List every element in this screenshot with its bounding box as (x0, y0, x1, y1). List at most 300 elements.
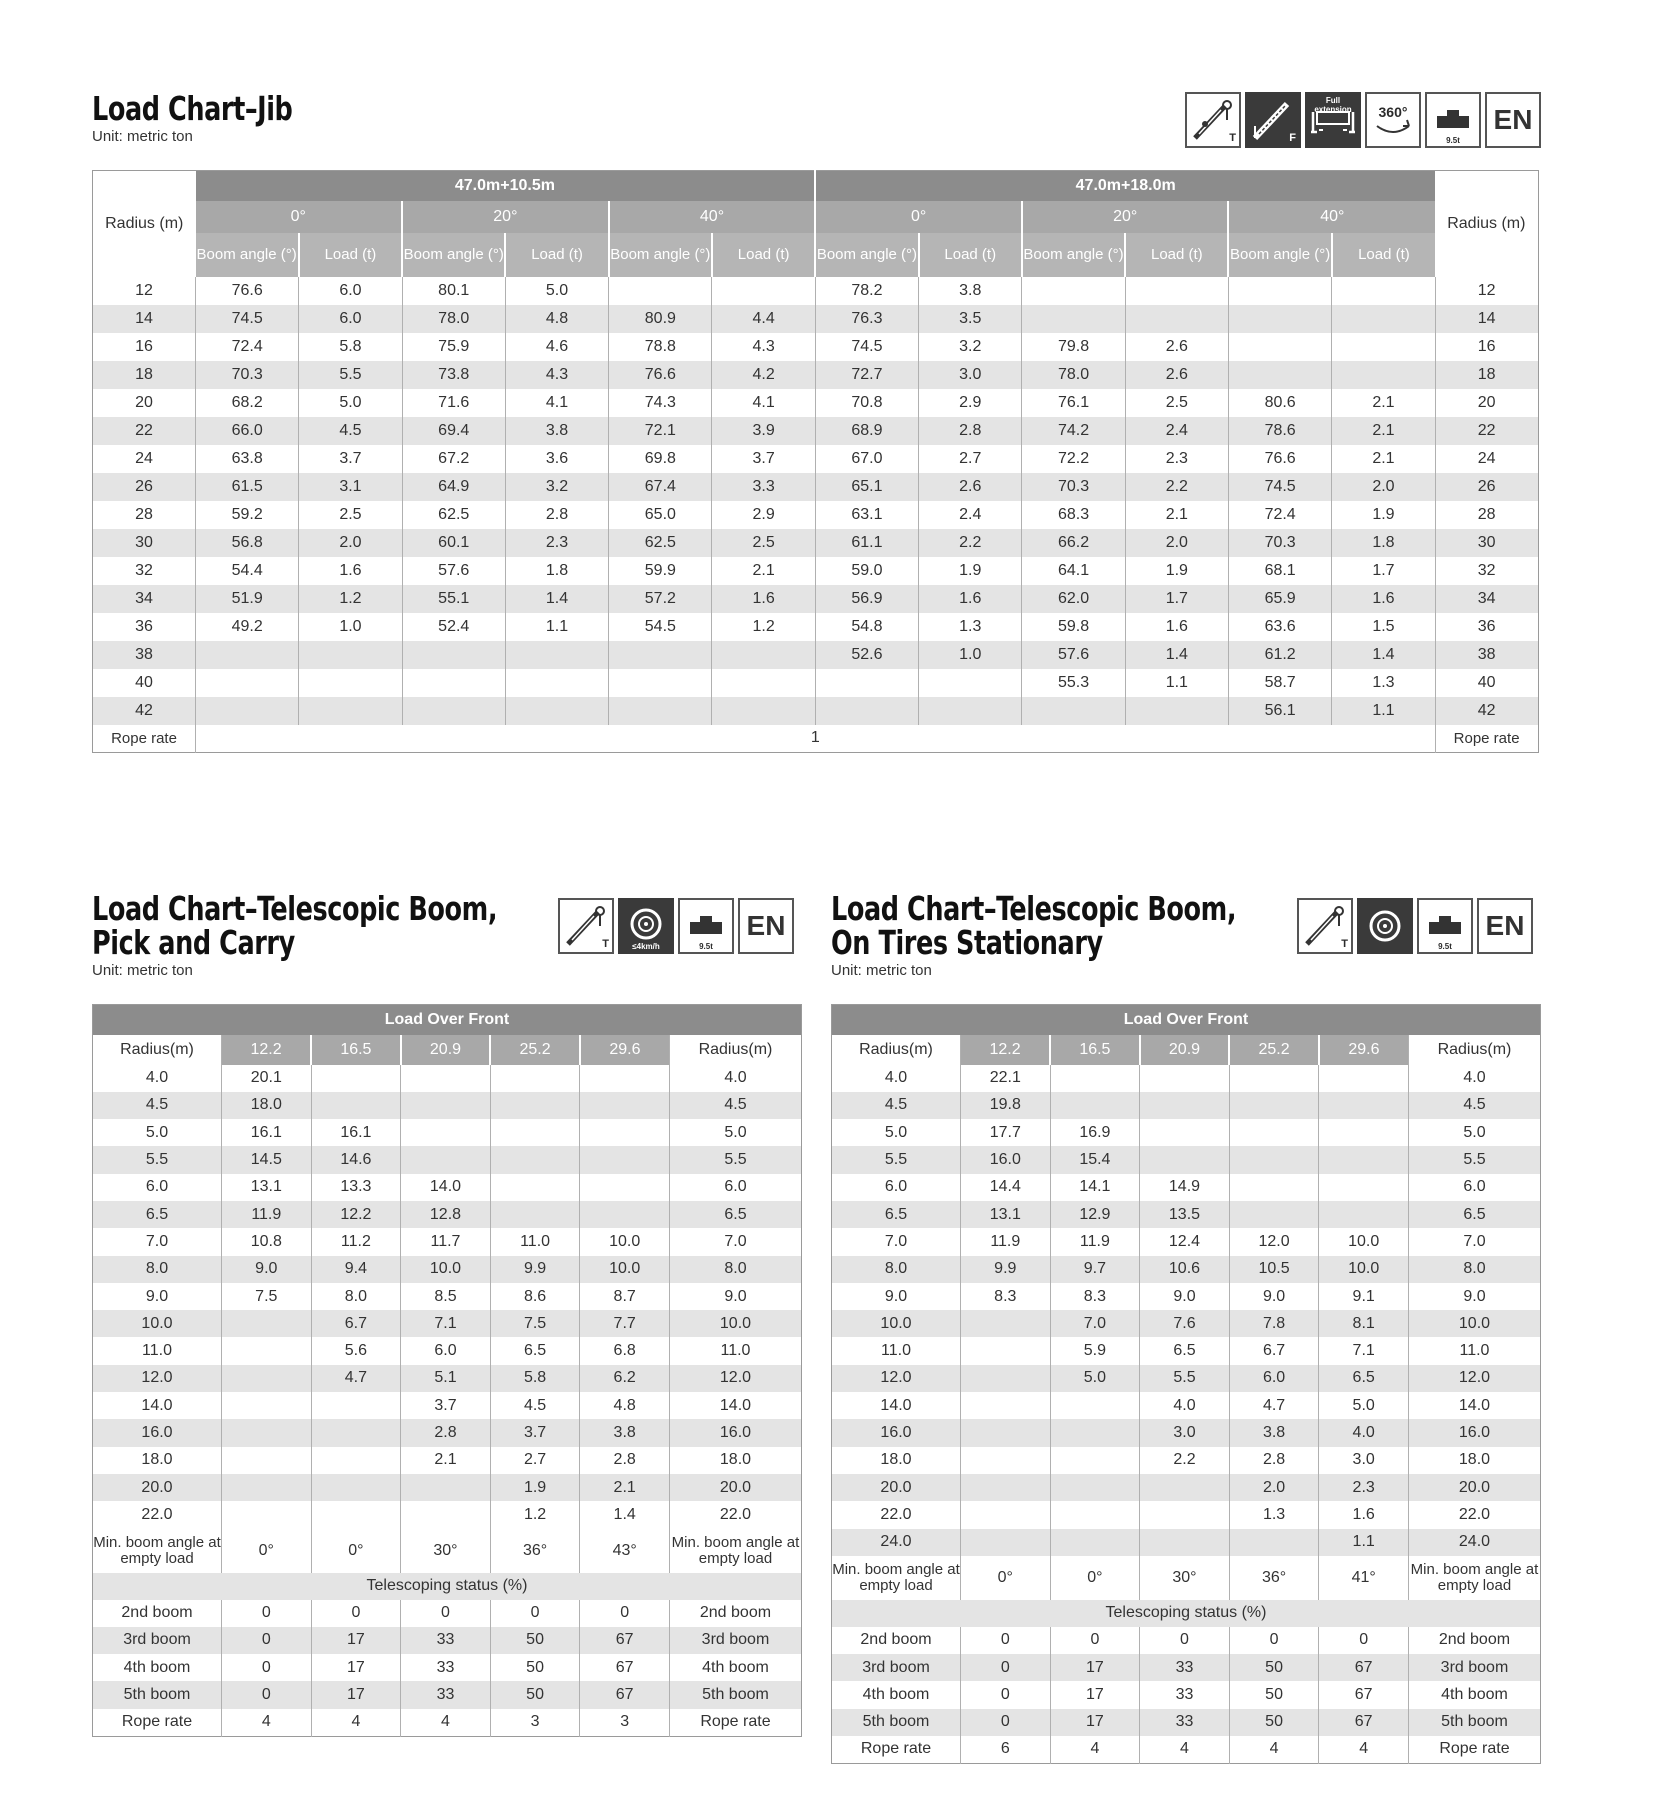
min-angle-cell: 0° (311, 1529, 401, 1573)
value-cell: 15.4 (1050, 1146, 1140, 1173)
boom-angle-col-header: Boom angle (°) (402, 233, 505, 277)
radius-cell: 5.5 (1408, 1146, 1540, 1173)
value-cell: 58.7 (1228, 669, 1331, 697)
min-angle-cell: 0° (961, 1556, 1051, 1600)
rope-rate-row (93, 725, 1539, 753)
row-label: Rope rate (1408, 1736, 1540, 1763)
value-cell (1229, 1201, 1319, 1228)
value-cell: 68.3 (1022, 501, 1125, 529)
value-cell: 6.8 (580, 1337, 670, 1364)
value-cell: 3.0 (919, 361, 1022, 389)
value-cell: 73.8 (402, 361, 505, 389)
telescoping-row (93, 1600, 802, 1627)
t-label: T (602, 938, 609, 950)
table-row (93, 1283, 802, 1310)
value-cell: 62.5 (609, 529, 712, 557)
value-cell: 5.5 (299, 361, 402, 389)
radius-cell: 10.0 (669, 1310, 801, 1337)
radius-cell: 4.0 (669, 1065, 801, 1092)
boom-length-header: 16.5 (311, 1035, 401, 1065)
radius-cell: 4.5 (93, 1092, 222, 1119)
full-extension-label: Full extension (1314, 96, 1352, 114)
value-cell (961, 1501, 1051, 1528)
f-label: F (1289, 132, 1296, 144)
speed-label: ≤4km/h (632, 942, 660, 951)
boom-length-header: 25.2 (1229, 1035, 1319, 1065)
value-cell: 78.6 (1228, 417, 1331, 445)
load-col-header: Load (t) (919, 233, 1022, 277)
value-cell: 74.2 (1022, 417, 1125, 445)
value-cell: 3.2 (919, 333, 1022, 361)
value-cell: 50 (1229, 1681, 1319, 1708)
value-cell: 17 (311, 1627, 401, 1654)
value-cell: 12.9 (1050, 1201, 1140, 1228)
value-cell: 1.4 (505, 585, 608, 613)
value-cell: 3.8 (919, 277, 1022, 305)
tires-unit: Unit: metric ton (831, 962, 932, 979)
value-cell: 2.0 (1332, 473, 1435, 501)
value-cell: 69.4 (402, 417, 505, 445)
rope-rate-label: Rope rate (93, 725, 196, 753)
value-cell: 1.9 (919, 557, 1022, 585)
value-cell (919, 669, 1022, 697)
value-cell: 0 (222, 1600, 312, 1627)
value-cell (712, 277, 815, 305)
value-cell: 3.3 (712, 473, 815, 501)
table-row (93, 1146, 802, 1173)
value-cell (580, 1201, 670, 1228)
table-row (93, 1501, 802, 1528)
value-cell: 1.6 (712, 585, 815, 613)
radius-cell: 12.0 (832, 1365, 961, 1392)
radius-cell: 14 (1435, 305, 1538, 333)
value-cell: 50 (490, 1681, 580, 1708)
telescoping-row (93, 1627, 802, 1654)
load-col-header: Load (t) (299, 233, 402, 277)
row-label: 5th boom (832, 1709, 961, 1736)
table-row (832, 1201, 1541, 1228)
min-boom-angle-label: Min. boom angle at empty load (93, 1529, 222, 1573)
boom-length-header: 25.2 (490, 1035, 580, 1065)
jib-load-table (92, 170, 1539, 753)
value-cell (961, 1474, 1051, 1501)
value-cell: 3.0 (1319, 1447, 1409, 1474)
value-cell (299, 641, 402, 669)
radius-cell: 12 (93, 277, 196, 305)
min-angle-cell: 0° (1050, 1556, 1140, 1600)
value-cell: 70.3 (196, 361, 299, 389)
table-row (93, 1256, 802, 1283)
value-cell: 6.0 (401, 1337, 491, 1364)
value-cell: 4 (401, 1709, 491, 1736)
table-row (93, 669, 1539, 697)
language-en-badge: EN (738, 898, 794, 954)
value-cell: 4.5 (299, 417, 402, 445)
value-cell (402, 641, 505, 669)
radius-cell: 16.0 (669, 1419, 801, 1446)
boom-length-header: 12.2 (961, 1035, 1051, 1065)
value-cell (1140, 1065, 1230, 1092)
value-cell: 3 (580, 1709, 670, 1736)
value-cell: 78.0 (1022, 361, 1125, 389)
value-cell: 33 (1140, 1709, 1230, 1736)
value-cell: 67 (1319, 1654, 1409, 1681)
counterweight-icon (678, 898, 734, 954)
table-row (832, 1146, 1541, 1173)
telescoping-row (93, 1681, 802, 1708)
telescoping-row (93, 1709, 802, 1736)
radius-cell: 16.0 (1408, 1419, 1540, 1446)
value-cell: 14.9 (1140, 1174, 1230, 1201)
value-cell: 1.9 (1332, 501, 1435, 529)
telescoping-status-row (832, 1600, 1541, 1627)
value-cell: 9.7 (1050, 1256, 1140, 1283)
table-row (93, 277, 1539, 305)
load-over-front-header: Load Over Front (832, 1005, 1541, 1035)
value-cell: 6.7 (311, 1310, 401, 1337)
radius-cell: 6.5 (1408, 1201, 1540, 1228)
min-angle-cell: 30° (401, 1529, 491, 1573)
table-row (93, 1092, 802, 1119)
value-cell: 0 (580, 1600, 670, 1627)
radius-cell: 18.0 (669, 1447, 801, 1474)
value-cell (401, 1501, 491, 1528)
value-cell: 3.9 (712, 417, 815, 445)
value-cell (1050, 1474, 1140, 1501)
value-cell: 17 (1050, 1709, 1140, 1736)
value-cell: 17 (311, 1681, 401, 1708)
language-en-badge: EN (1485, 92, 1541, 148)
radius-cell: 5.0 (832, 1119, 961, 1146)
value-cell: 7.7 (580, 1310, 670, 1337)
load-col-header: Load (t) (1125, 233, 1228, 277)
row-label: 5th boom (669, 1681, 801, 1708)
value-cell: 67 (1319, 1681, 1409, 1708)
value-cell: 67 (580, 1654, 670, 1681)
table-row (93, 613, 1539, 641)
load-col-header: Load (t) (505, 233, 608, 277)
radius-cell: 4.0 (93, 1065, 222, 1092)
value-cell (401, 1065, 491, 1092)
value-cell: 19.8 (961, 1092, 1051, 1119)
radius-cell: 22 (1435, 417, 1538, 445)
boom-angle-col-header: Boom angle (°) (815, 233, 918, 277)
boom-length-header: 16.5 (1050, 1035, 1140, 1065)
value-cell: 4.7 (1229, 1392, 1319, 1419)
boom-length-header: 29.6 (1319, 1035, 1409, 1065)
radius-cell: 10.0 (832, 1310, 961, 1337)
value-cell: 2.8 (580, 1447, 670, 1474)
value-cell (1332, 333, 1435, 361)
value-cell: 1.2 (712, 613, 815, 641)
value-cell: 74.5 (815, 333, 918, 361)
radius-cell: 9.0 (93, 1283, 222, 1310)
value-cell (961, 1310, 1051, 1337)
radius-cell: 5.5 (669, 1146, 801, 1173)
value-cell: 2.2 (1125, 473, 1228, 501)
value-cell: 2.6 (1125, 333, 1228, 361)
value-cell (1228, 305, 1331, 333)
radius-cell: 40 (93, 669, 196, 697)
value-cell: 76.6 (609, 361, 712, 389)
table-row (93, 389, 1539, 417)
value-cell: 62.5 (402, 501, 505, 529)
value-cell: 4.3 (712, 333, 815, 361)
value-cell (222, 1419, 312, 1446)
value-cell: 67 (1319, 1709, 1409, 1736)
value-cell (961, 1447, 1051, 1474)
value-cell (1140, 1474, 1230, 1501)
value-cell: 22.1 (961, 1065, 1051, 1092)
tires-icon-row (1297, 898, 1533, 954)
value-cell: 68.1 (1228, 557, 1331, 585)
radius-cell: 10.0 (93, 1310, 222, 1337)
value-cell: 2.2 (919, 529, 1022, 557)
value-cell (490, 1201, 580, 1228)
value-cell: 5.6 (311, 1337, 401, 1364)
value-cell: 10.0 (580, 1228, 670, 1255)
value-cell (609, 669, 712, 697)
table-row (93, 1365, 802, 1392)
value-cell: 1.3 (1229, 1501, 1319, 1528)
angle-header: 0° (196, 201, 403, 233)
tire-icon (1357, 898, 1413, 954)
value-cell: 70.3 (1022, 473, 1125, 501)
row-label: Rope rate (832, 1736, 961, 1763)
value-cell: 2.7 (490, 1447, 580, 1474)
value-cell (196, 669, 299, 697)
radius-cell: 7.0 (669, 1228, 801, 1255)
value-cell: 33 (1140, 1681, 1230, 1708)
radius-cell: 6.0 (93, 1174, 222, 1201)
value-cell: 8.3 (961, 1283, 1051, 1310)
value-cell: 80.1 (402, 277, 505, 305)
radius-cell: 11.0 (1408, 1337, 1540, 1364)
value-cell (961, 1392, 1051, 1419)
table-row (93, 1392, 802, 1419)
angle-header: 40° (609, 201, 816, 233)
value-cell: 0 (222, 1627, 312, 1654)
value-cell: 17 (311, 1654, 401, 1681)
value-cell: 74.5 (1228, 473, 1331, 501)
value-cell: 54.5 (609, 613, 712, 641)
value-cell: 54.4 (196, 557, 299, 585)
min-angle-cell: 0° (222, 1529, 312, 1573)
value-cell (505, 641, 608, 669)
value-cell: 1.8 (1332, 529, 1435, 557)
value-cell: 50 (1229, 1654, 1319, 1681)
value-cell: 1.9 (1125, 557, 1228, 585)
row-label: Rope rate (669, 1709, 801, 1736)
value-cell (311, 1392, 401, 1419)
min-boom-angle-row (93, 1529, 802, 1573)
value-cell: 75.9 (402, 333, 505, 361)
value-cell (196, 697, 299, 725)
value-cell: 8.7 (580, 1283, 670, 1310)
counterweight-icon (1417, 898, 1473, 954)
radius-cell: 12.0 (1408, 1365, 1540, 1392)
value-cell: 16.9 (1050, 1119, 1140, 1146)
radius-cell: 28 (1435, 501, 1538, 529)
table-row (93, 1474, 802, 1501)
telescoping-status-row (93, 1573, 802, 1600)
row-label: 2nd boom (669, 1600, 801, 1627)
radius-cell: 8.0 (669, 1256, 801, 1283)
value-cell: 55.1 (402, 585, 505, 613)
value-cell: 4.3 (505, 361, 608, 389)
value-cell: 1.1 (1125, 669, 1228, 697)
value-cell (1319, 1174, 1409, 1201)
boom-angle-col-header: Boom angle (°) (1228, 233, 1331, 277)
radius-cell: 4.5 (1408, 1092, 1540, 1119)
value-cell: 5.0 (505, 277, 608, 305)
value-cell: 66.0 (196, 417, 299, 445)
table-row (93, 1174, 802, 1201)
value-cell: 13.3 (311, 1174, 401, 1201)
value-cell: 17.7 (961, 1119, 1051, 1146)
value-cell: 2.2 (1140, 1447, 1230, 1474)
value-cell: 1.5 (1332, 613, 1435, 641)
value-cell (1050, 1419, 1140, 1446)
table-row (93, 1119, 802, 1146)
radius-cell: 6.0 (1408, 1174, 1540, 1201)
value-cell (1228, 277, 1331, 305)
counterweight-icon (1425, 92, 1481, 148)
value-cell: 57.2 (609, 585, 712, 613)
value-cell (1229, 1092, 1319, 1119)
t-label: T (1341, 938, 1348, 950)
value-cell: 7.6 (1140, 1310, 1230, 1337)
value-cell: 56.8 (196, 529, 299, 557)
value-cell: 10.5 (1229, 1256, 1319, 1283)
value-cell (961, 1529, 1051, 1556)
value-cell (961, 1419, 1051, 1446)
value-cell (299, 669, 402, 697)
telescopic-boom-icon (558, 898, 614, 954)
group-header: 47.0m+10.5m (196, 171, 816, 201)
value-cell (222, 1337, 312, 1364)
value-cell (311, 1092, 401, 1119)
value-cell: 68.2 (196, 389, 299, 417)
value-cell: 7.1 (1319, 1337, 1409, 1364)
group-header: 47.0m+18.0m (815, 171, 1435, 201)
value-cell (1140, 1146, 1230, 1173)
radius-cell: 4.5 (669, 1092, 801, 1119)
value-cell: 2.9 (712, 501, 815, 529)
value-cell: 52.6 (815, 641, 918, 669)
value-cell (1319, 1119, 1409, 1146)
value-cell: 0 (1050, 1627, 1140, 1654)
radius-cell: 14.0 (93, 1392, 222, 1419)
radius-cell: 6.0 (669, 1174, 801, 1201)
boom-angle-col-header: Boom angle (°) (196, 233, 299, 277)
value-cell: 2.3 (505, 529, 608, 557)
value-cell (222, 1310, 312, 1337)
value-cell (311, 1065, 401, 1092)
tires-title-line1: Load Chart–Telescopic Boom, (831, 889, 1237, 928)
value-cell (712, 641, 815, 669)
value-cell: 2.4 (919, 501, 1022, 529)
table-row (832, 1392, 1541, 1419)
table-row (93, 697, 1539, 725)
table-row (93, 305, 1539, 333)
value-cell: 1.7 (1332, 557, 1435, 585)
row-label: 3rd boom (832, 1654, 961, 1681)
value-cell: 2.3 (1319, 1474, 1409, 1501)
value-cell: 2.8 (1229, 1447, 1319, 1474)
value-cell: 59.9 (609, 557, 712, 585)
row-label: 3rd boom (669, 1627, 801, 1654)
value-cell (401, 1092, 491, 1119)
radius-cell: 12.0 (93, 1365, 222, 1392)
counterweight-label: 9.5t (1446, 136, 1460, 145)
value-cell (490, 1146, 580, 1173)
row-label: 5th boom (1408, 1709, 1540, 1736)
value-cell: 3.7 (299, 445, 402, 473)
radius-cell: 16.0 (832, 1419, 961, 1446)
radius-cell: 6.5 (669, 1201, 801, 1228)
value-cell: 1.3 (1332, 669, 1435, 697)
value-cell: 59.8 (1022, 613, 1125, 641)
table-row (832, 1419, 1541, 1446)
value-cell: 14.5 (222, 1146, 312, 1173)
value-cell (402, 697, 505, 725)
value-cell (580, 1065, 670, 1092)
value-cell: 6.5 (1140, 1337, 1230, 1364)
table-row (832, 1529, 1541, 1556)
value-cell: 11.9 (1050, 1228, 1140, 1255)
value-cell: 2.1 (1332, 445, 1435, 473)
radius-cell: 36 (93, 613, 196, 641)
value-cell: 1.8 (505, 557, 608, 585)
value-cell (401, 1146, 491, 1173)
radius-cell: 20 (93, 389, 196, 417)
value-cell: 67 (580, 1627, 670, 1654)
value-cell: 50 (490, 1654, 580, 1681)
value-cell: 3.2 (505, 473, 608, 501)
value-cell: 14.6 (311, 1146, 401, 1173)
value-cell: 72.2 (1022, 445, 1125, 473)
value-cell: 67 (580, 1681, 670, 1708)
value-cell (311, 1419, 401, 1446)
value-cell: 4 (1050, 1736, 1140, 1763)
value-cell: 16.0 (961, 1146, 1051, 1173)
value-cell: 2.1 (1332, 417, 1435, 445)
radius-cell: 8.0 (832, 1256, 961, 1283)
table-row (832, 1119, 1541, 1146)
radius-cell: 38 (93, 641, 196, 669)
radius-cell: 9.0 (1408, 1283, 1540, 1310)
value-cell: 6 (961, 1736, 1051, 1763)
value-cell (609, 697, 712, 725)
value-cell: 49.2 (196, 613, 299, 641)
jib-icon-row (1185, 92, 1541, 148)
value-cell (1125, 277, 1228, 305)
counterweight-label: 9.5t (1438, 942, 1452, 951)
value-cell: 1.1 (1332, 697, 1435, 725)
value-cell: 0 (961, 1654, 1051, 1681)
value-cell: 0 (961, 1709, 1051, 1736)
value-cell: 3.0 (1140, 1419, 1230, 1446)
value-cell (1050, 1447, 1140, 1474)
value-cell: 4.6 (505, 333, 608, 361)
value-cell (1319, 1201, 1409, 1228)
table-row (832, 1228, 1541, 1255)
value-cell: 1.6 (1125, 613, 1228, 641)
value-cell: 7.0 (1050, 1310, 1140, 1337)
value-cell: 5.0 (1050, 1365, 1140, 1392)
value-cell: 8.3 (1050, 1283, 1140, 1310)
